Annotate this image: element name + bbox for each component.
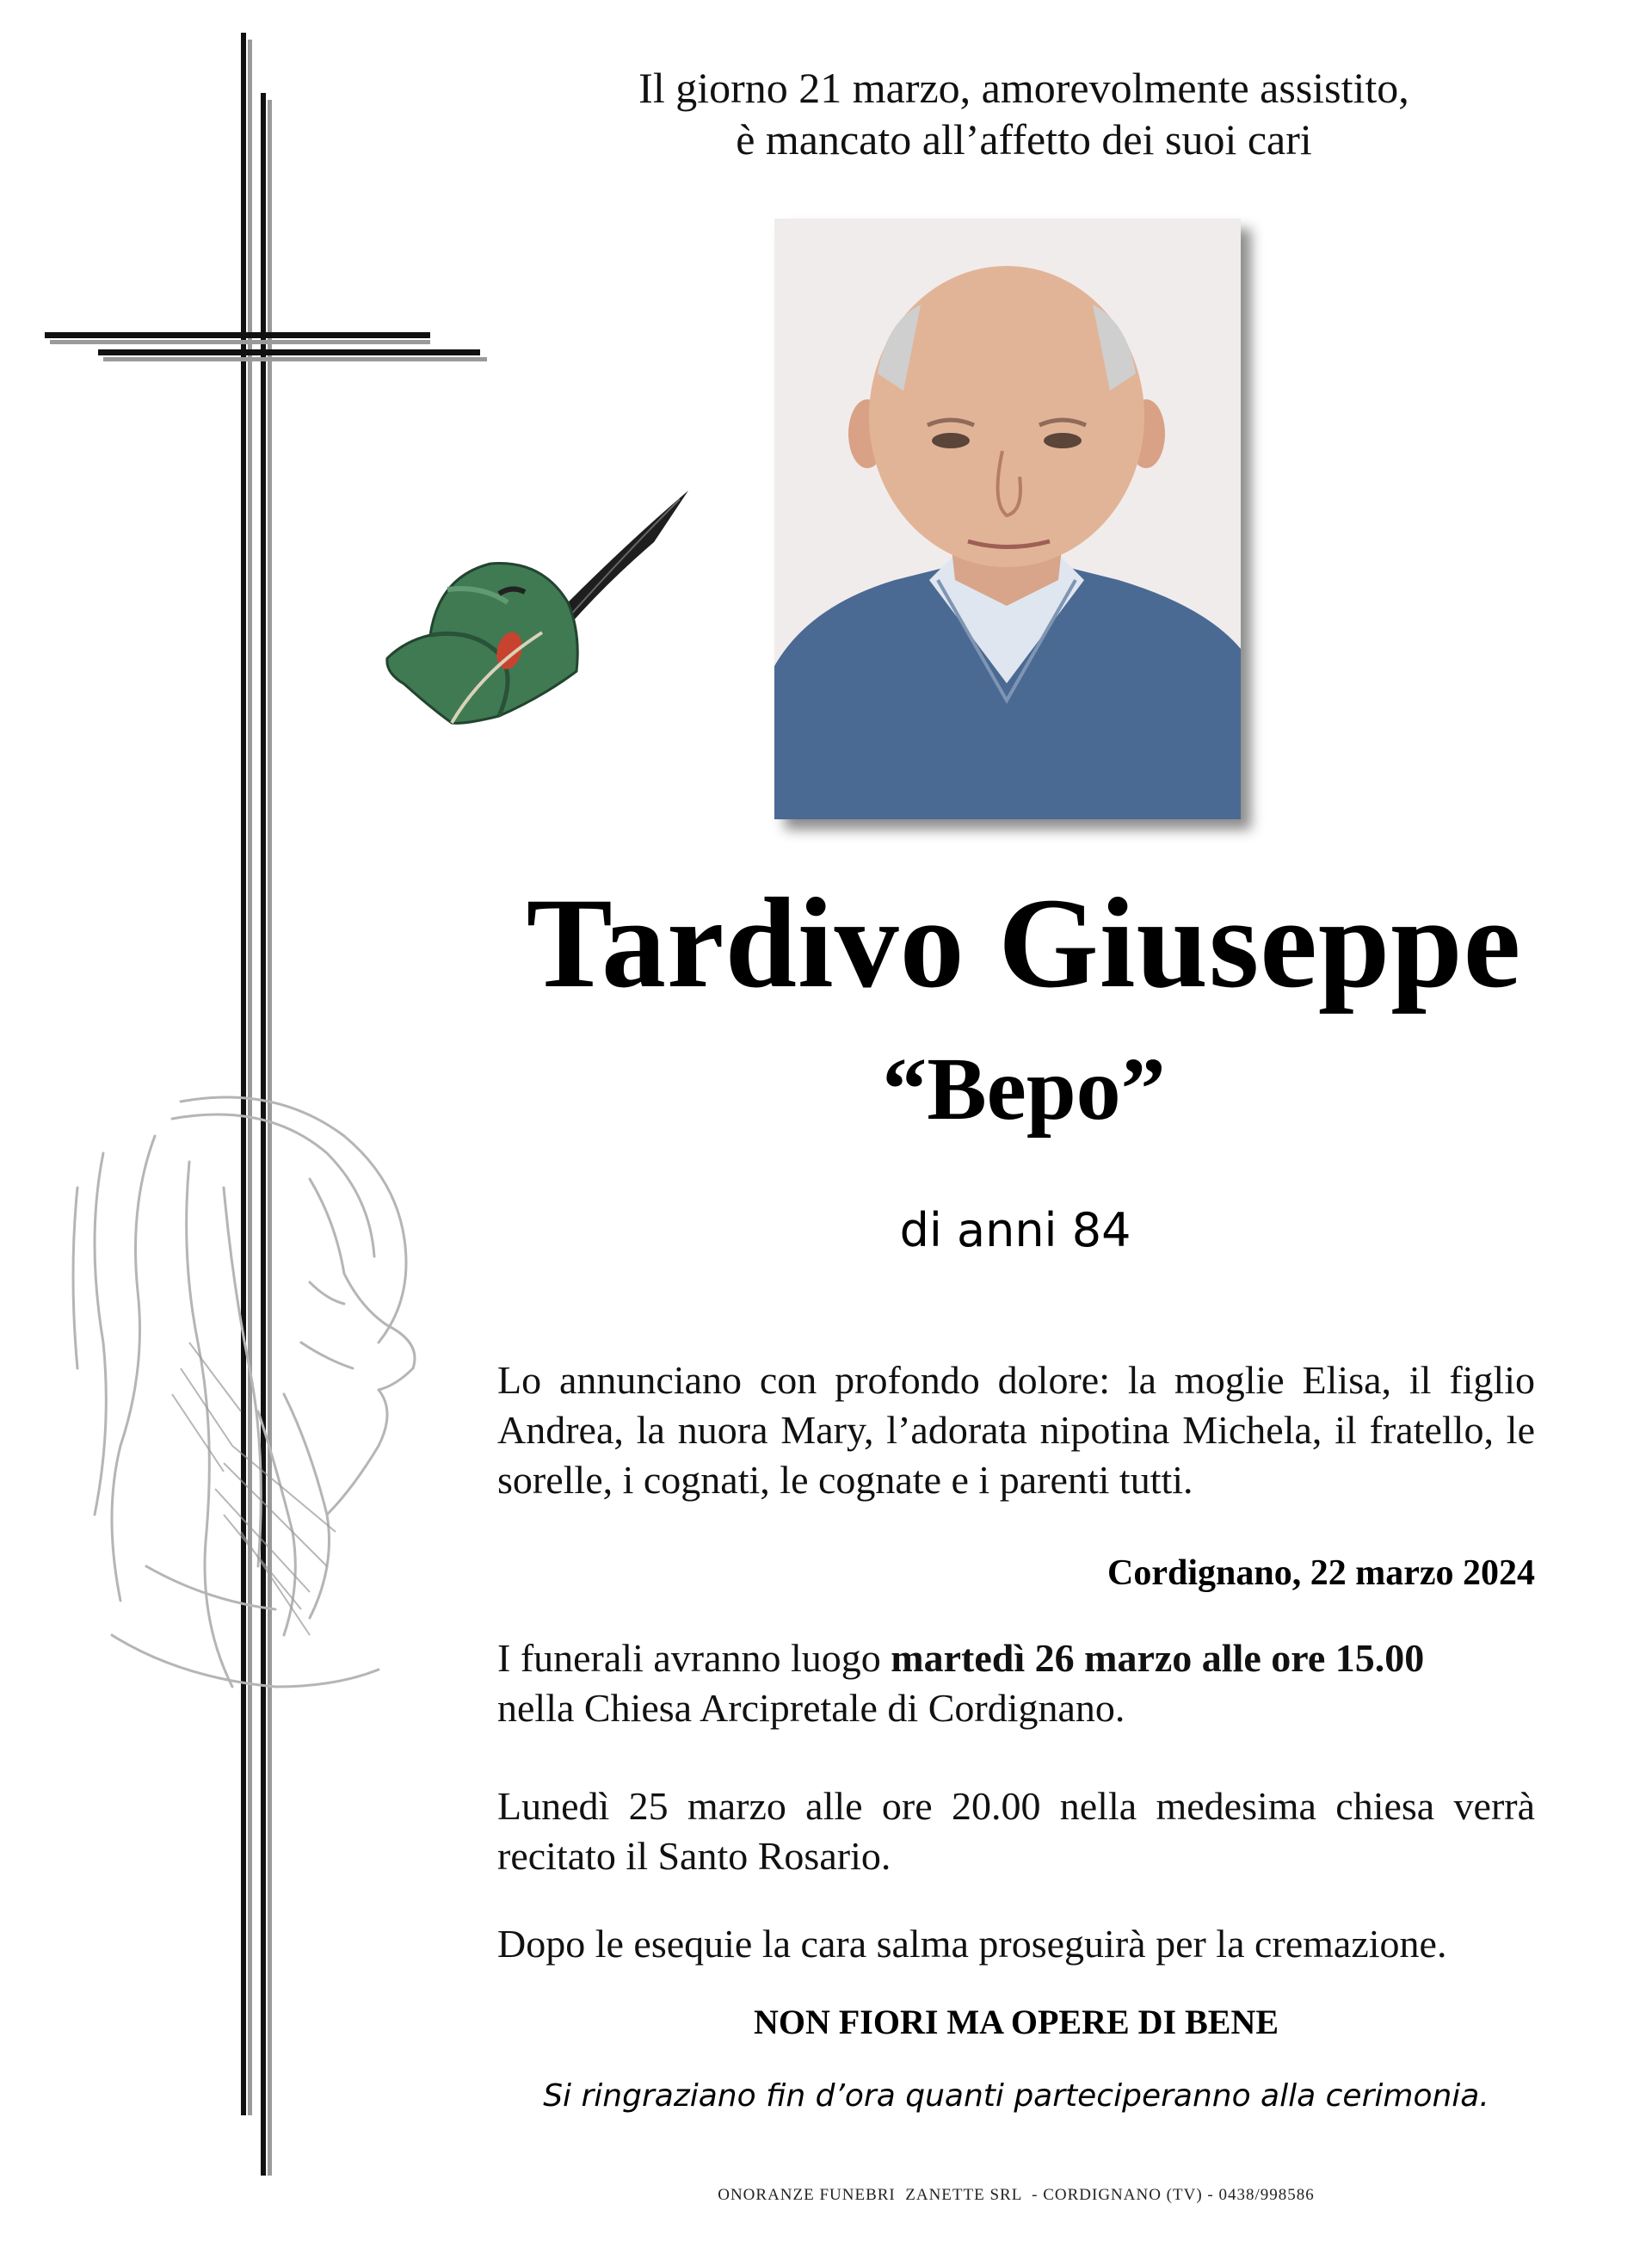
cross-horizontal-bar	[45, 332, 430, 338]
cremation-info: Dopo le esequie la cara salma proseguirà per la cremazione.	[497, 1922, 1447, 1966]
intro-line: Il giorno 21 marzo, amorevolmente assistito,	[638, 64, 1409, 112]
portrait-image	[774, 219, 1241, 819]
rosary-info: Lunedì 25 marzo alle ore 20.00 nella medesima chiesa verrà recitato il Santo Rosario.	[497, 1784, 1535, 1878]
funeral-home-footer: ONORANZE FUNEBRI ZANETTE SRL - CORDIGNANO (TV) - 0438/998586	[718, 2186, 1315, 2204]
thanks-note: Si ringraziano fin d’ora quanti parteciperanno alla cerimonia.	[543, 2078, 1489, 2114]
portrait-photo	[774, 219, 1241, 819]
cross-shadow	[103, 357, 487, 361]
no-flowers-note: NON FIORI MA OPERE DI BENE	[753, 2003, 1279, 2041]
place-date: Cordignano, 22 marzo 2024	[1107, 1553, 1535, 1593]
deceased-age: di anni 84	[899, 1203, 1131, 1257]
funeral-location: nella Chiesa Arcipretale di Cordignano.	[497, 1686, 1125, 1730]
cross-vertical-bar	[241, 33, 246, 2115]
deceased-nickname: “Bepo”	[882, 1040, 1166, 1139]
intro-text	[533, 62, 1514, 165]
deceased-name: Tardivo Giuseppe	[526, 872, 1522, 1015]
cross-shadow	[50, 340, 430, 344]
cross-horizontal-bar	[98, 349, 480, 355]
christ-sketch-icon	[52, 1084, 439, 1704]
announcement-text: Lo annunciano con profondo dolore: la moglie Elisa, il figlio Andrea, la nuora Mary, l’adorata nipotina Michela, il fratello, le sorelle, i cognati, le cognate e i parenti tutti.	[497, 1358, 1535, 1502]
alpine-hat-icon	[370, 482, 706, 740]
funeral-info	[497, 1633, 1535, 1733]
funeral-prefix: I funerali avranno luogo	[497, 1636, 891, 1680]
intro-line: è mancato all’affetto dei suoi cari	[736, 115, 1312, 164]
funeral-datetime: martedì 26 marzo alle ore 15.00	[891, 1636, 1425, 1680]
